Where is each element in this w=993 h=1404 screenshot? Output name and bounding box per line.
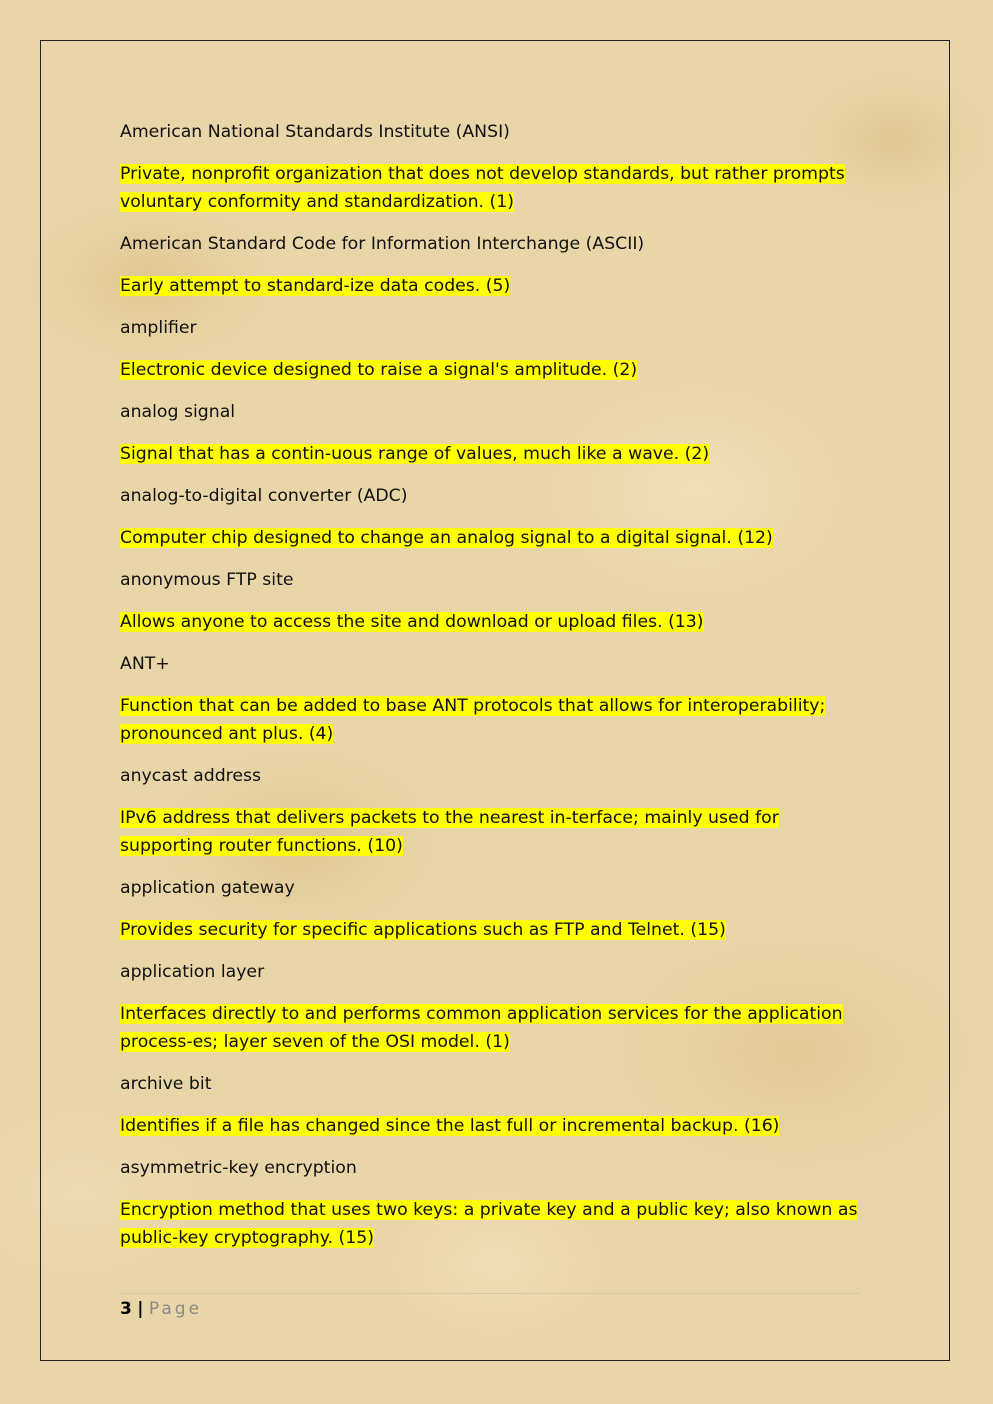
glossary-definition [120,440,870,468]
glossary-definition [120,608,870,636]
glossary-term: analog signal [120,402,236,422]
page-number: 3 [120,1299,132,1319]
highlighted-definition: Private, nonprofit organization that does not develop standards, but rather prompts voluntary conformity and standardization. (1) [120,164,845,212]
page-footer [120,1293,860,1320]
highlighted-definition: Early attempt to standard-ize data codes. (5) [120,276,511,296]
glossary-term: asymmetric-key encryption [120,1158,357,1178]
highlighted-definition: Provides security for specific applications such as FTP and Telnet. (15) [120,920,726,940]
glossary-definition [120,1112,870,1140]
highlighted-definition: Electronic device designed to raise a signal's amplitude. (2) [120,360,638,380]
highlighted-definition: Interfaces directly to and performs common application services for the application process-es; layer seven of the OSI model. (1) [120,1004,843,1052]
highlighted-definition: Encryption method that uses two keys: a private key and a public key; also known as public-key cryptography. (15) [120,1200,858,1248]
glossary-term: application layer [120,962,265,982]
highlighted-definition: Function that can be added to base ANT protocols that allows for interoperability; pronounced ant plus. (4) [120,696,826,744]
glossary-term: American National Standards Institute (ANSI) [120,122,510,142]
glossary-term: application gateway [120,878,295,898]
highlighted-definition: Computer chip designed to change an analog signal to a digital signal. (12) [120,528,773,548]
glossary-term: anonymous FTP site [120,570,294,590]
glossary-definition [120,692,870,748]
glossary-term: archive bit [120,1074,212,1094]
glossary-term: ANT+ [120,654,170,674]
highlighted-definition: Allows anyone to access the site and download or upload files. (13) [120,612,704,632]
glossary-term: American Standard Code for Information Interchange (ASCII) [120,234,645,254]
glossary-definition [120,524,870,552]
page-separator: | [137,1299,144,1319]
highlighted-definition: IPv6 address that delivers packets to the nearest in-terface; mainly used for supporting router functions. (10) [120,808,779,856]
glossary-definition [120,916,870,944]
glossary-definition [120,804,870,860]
highlighted-definition: Identifies if a file has changed since the last full or incremental backup. (16) [120,1116,780,1136]
glossary-definition [120,160,870,216]
glossary-definition [120,272,870,300]
glossary-definition [120,1196,870,1252]
page-label: Page [148,1299,203,1319]
glossary-term: amplifier [120,318,197,338]
glossary-term: analog-to-digital converter (ADC) [120,486,408,506]
glossary-term: anycast address [120,766,262,786]
glossary-definition [120,356,870,384]
glossary-definition [120,1000,870,1056]
highlighted-definition: Signal that has a contin-uous range of values, much like a wave. (2) [120,444,710,464]
glossary-content [120,118,870,1266]
